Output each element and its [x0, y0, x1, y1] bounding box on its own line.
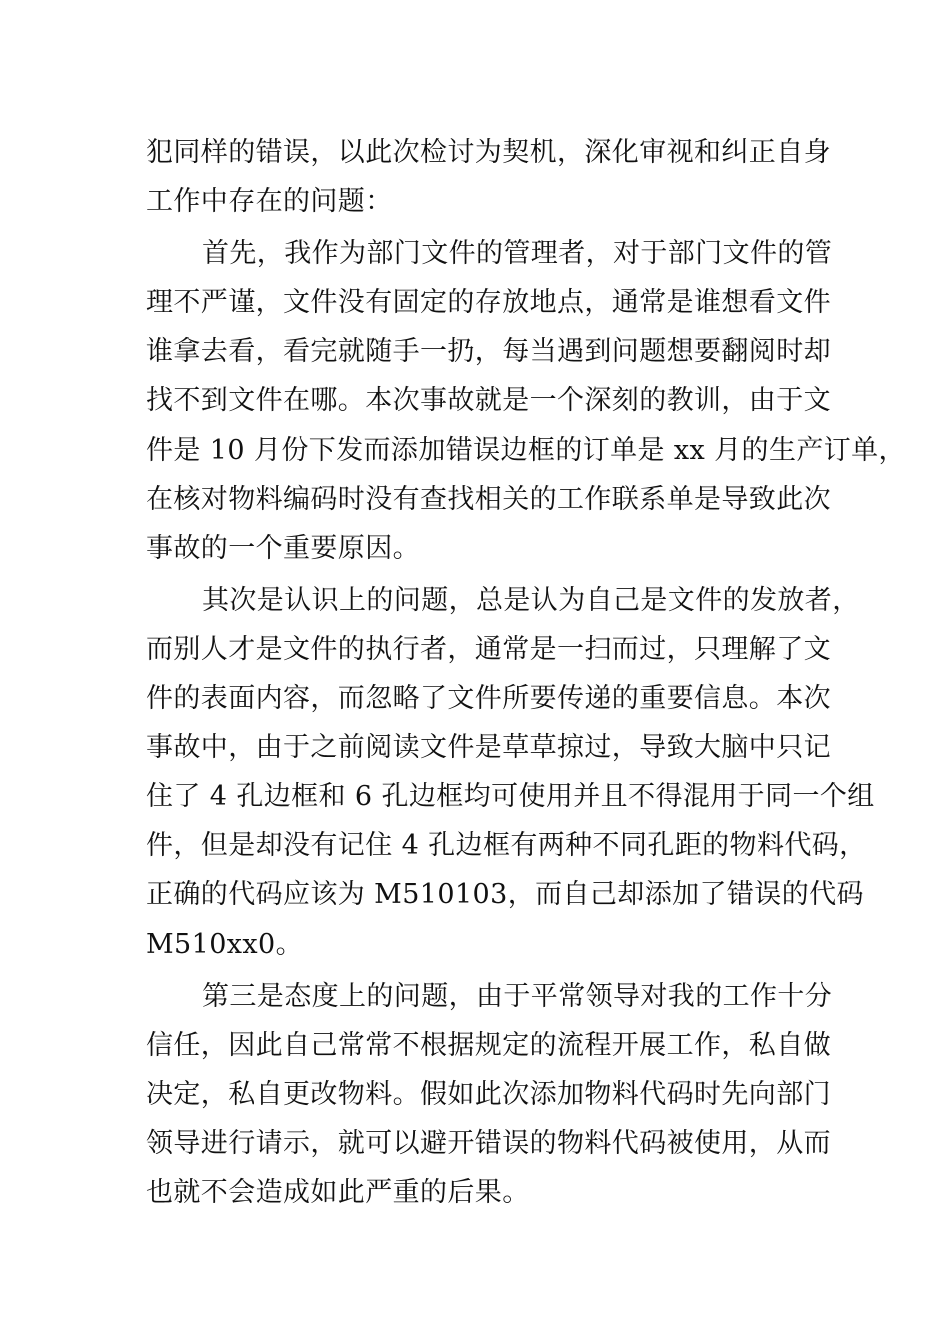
- text-line: 事故中，由于之前阅读文件是草草掠过，导致大脑中只记: [146, 732, 831, 764]
- text-line: 事故的一个重要原因。: [146, 532, 420, 564]
- text-line: 在核对物料编码时没有查找相关的工作联系单是导致此次: [146, 483, 831, 515]
- text-line: 首先，我作为部门文件的管理者，对于部门文件的管: [202, 238, 833, 270]
- text-line: 谁拿去看，看完就随手一扔，每当遇到问题想要翻阅时却: [146, 336, 831, 368]
- text-line: 正确的代码应该为 M510103，而自己却添加了错误的代码: [146, 879, 864, 911]
- text-line: 决定，私自更改物料。假如此次添加物料代码时先向部门: [146, 1078, 831, 1110]
- document-body: [146, 128, 906, 1217]
- text-line: 件，但是却没有记住 4 孔边框有两种不同孔距的物料代码，: [146, 830, 867, 862]
- text-line: 件的表面内容，而忽略了文件所要传递的重要信息。本次: [146, 683, 831, 715]
- paragraph-4: [146, 972, 833, 1217]
- text-line: 工作中存在的问题：: [146, 186, 393, 218]
- paragraph-1: [146, 128, 831, 226]
- paragraph-2: [146, 229, 906, 573]
- text-line: 找不到文件在哪。本次事故就是一个深刻的教训，由于文: [146, 385, 831, 417]
- text-line: 信任，因此自己常常不根据规定的流程开展工作，私自做: [146, 1029, 831, 1061]
- text-line: 第三是态度上的问题，由于平常领导对我的工作十分: [202, 980, 833, 1012]
- text-line: 件是 10 月份下发而添加错误边框的订单是 xx 月的生产订单，: [146, 434, 906, 466]
- text-line: M510xx0。: [146, 928, 304, 960]
- text-line: 理不严谨，文件没有固定的存放地点，通常是谁想看文件: [146, 287, 831, 319]
- text-line: 犯同样的错误，以此次检讨为契机，深化审视和纠正自身: [146, 137, 831, 168]
- text-line: 也就不会造成如此严重的后果。: [146, 1176, 530, 1208]
- text-line: 而别人才是文件的执行者，通常是一扫而过，只理解了文: [146, 633, 831, 665]
- paragraph-3: [146, 576, 875, 969]
- text-line: 其次是认识上的问题，总是认为自己是文件的发放者，: [202, 584, 860, 616]
- text-line: 领导进行请示，就可以避开错误的物料代码被使用，从而: [146, 1127, 831, 1159]
- text-line: 住了 4 孔边框和 6 孔边框均可使用并且不得混用于同一个组: [146, 781, 875, 813]
